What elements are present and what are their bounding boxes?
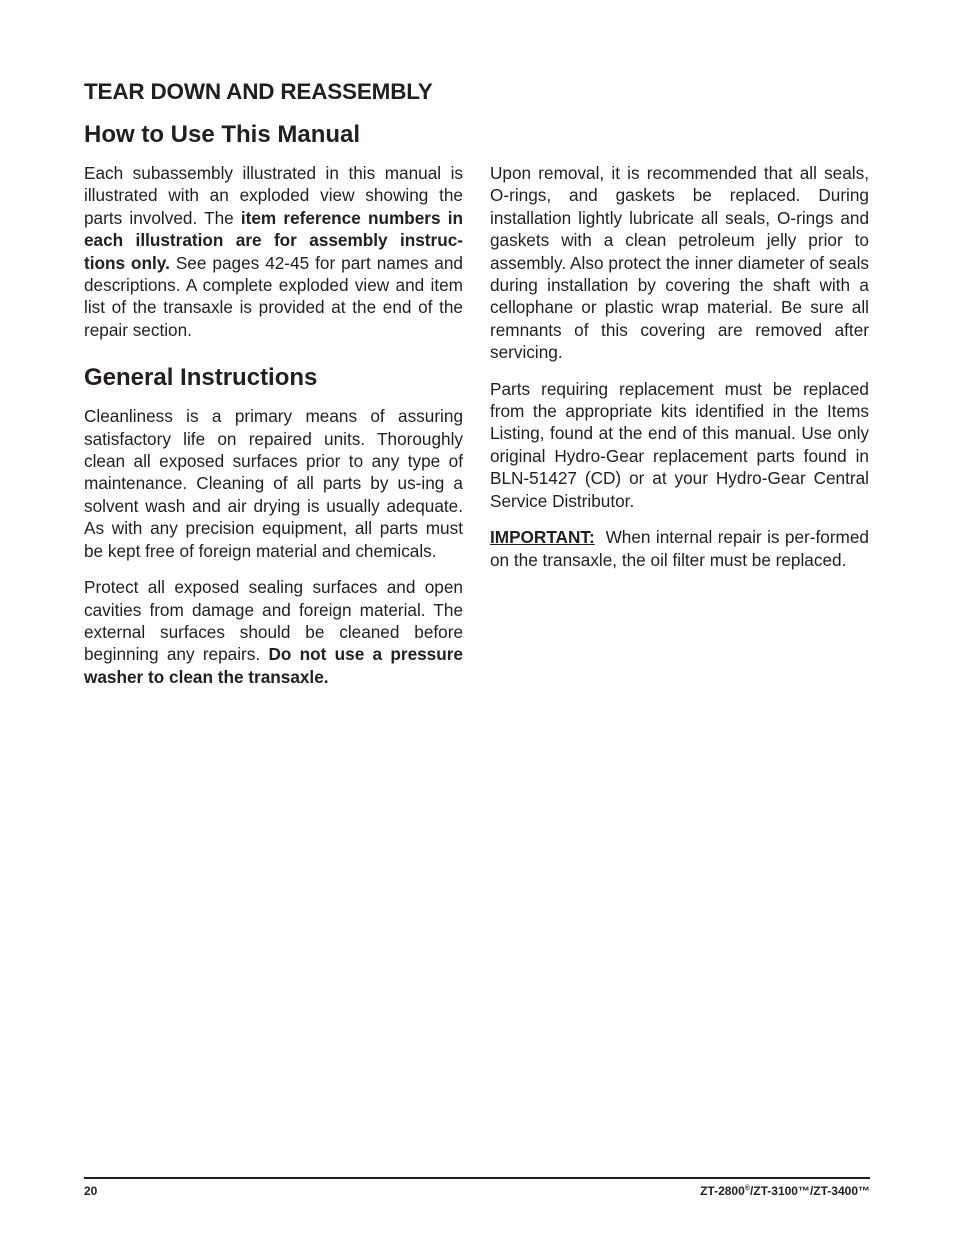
text-run: See pages 42-45 for part names and descriptions. A complete exploded view and item list of the transaxle is provided at the end of the repair section.	[84, 252, 463, 340]
bold-text-run: item reference numbers in each illustration are for assembly instruc-tions only.	[84, 207, 463, 273]
right-column	[490, 162, 874, 585]
model-b: /ZT-3100™/ZT-3400™	[749, 1184, 870, 1198]
important-text: When internal repair is per-formed on the transaxle, the oil filter must be replaced.	[490, 527, 874, 570]
section-heading-how-to-use: How to Use This Manual	[84, 121, 361, 148]
page-number: 20	[84, 1184, 98, 1198]
how-to-use-paragraph	[84, 162, 463, 341]
left-column	[84, 120, 463, 702]
bold-text-run: Do not use a pressure washer to clean the transaxle.	[84, 644, 463, 687]
removal-paragraph: Upon removal, it is recommended that all seals, O-rings, and gaskets be replaced. During installation lightly lubricate all seals, O-rings and gaskets with a clean petroleum jelly prior to assembly. Also protect the inner diameter of seals during installation by covering the shaft with a cellophane or plastic wrap material. Be sure all remnants of this covering are removed after servicing.	[490, 163, 869, 363]
registered-mark: ®	[744, 1185, 750, 1192]
page-title: TEAR DOWN AND REASSEMBLY	[84, 79, 433, 104]
footer-rule	[84, 1177, 870, 1179]
protect-surfaces-paragraph	[84, 576, 463, 688]
important-label: IMPORTANT:	[490, 527, 595, 548]
cleanliness-paragraph: Cleanliness is a primary means of assuring satisfactory life on repaired units. Thoroughly clean all exposed surfaces prior to any type of maintenance. Cleaning of all parts by us-ing a solvent wash and air drying is usually adequate. As with any precision equipment, all parts must be kept free of foreign material and chemicals.	[84, 406, 463, 561]
section-heading-general-instructions: General Instructions	[84, 364, 318, 392]
replacement-parts-paragraph: Parts requiring replacement must be replaced from the appropriate kits identified in the Items Listing, found at the end of this manual. Use only original Hydro-Gear replacement parts found in BLN-51427 (CD) or at your Hydro-Gear Central Service Distributor.	[490, 378, 869, 511]
text-run: Each subassembly illustrated in this manual is illustrated with an exploded view showing the parts involved. The	[84, 163, 463, 228]
text-run: Protect all exposed sealing surfaces and open cavities from damage and foreign material. The external surfaces should be cleaned before beginning any repairs.	[84, 577, 463, 665]
important-note-paragraph	[490, 526, 874, 571]
model-a: ZT-2800	[700, 1184, 745, 1198]
model-numbers	[700, 1184, 870, 1198]
